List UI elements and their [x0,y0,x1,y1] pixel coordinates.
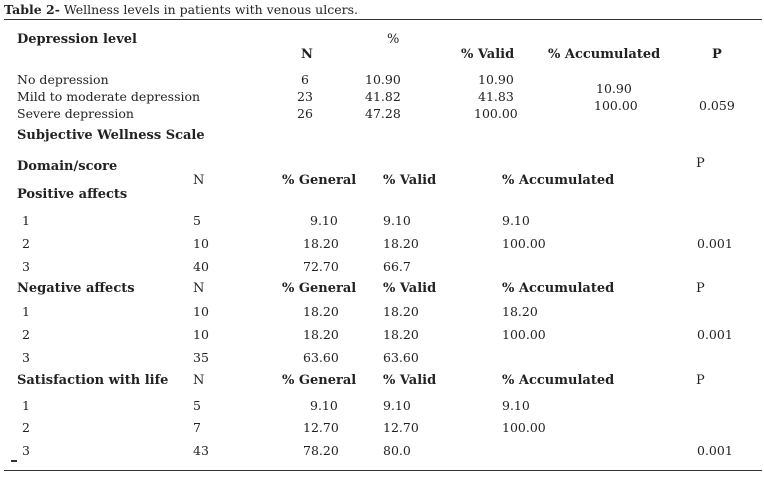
n-header: N [193,281,205,296]
n-header: N [193,373,205,388]
p-cell: 0.001 [697,327,733,342]
depression-row-valid: 41.83 [478,89,514,104]
valid-cell: 9.10 [383,213,411,228]
depression-row-n: 6 [301,72,309,87]
depression-row-pct: 10.90 [365,72,401,87]
n-cell: 40 [193,259,209,274]
depression-row-valid: 100.00 [474,106,518,121]
n-cell: 10 [193,304,209,319]
score-cell: 1 [22,398,30,413]
depression-row-label: No depression [17,72,109,87]
depression-row-pct: 47.28 [365,106,401,121]
general-cell: 63.60 [303,350,339,365]
general-cell: 18.20 [303,236,339,251]
accumulated-cell: 100.00 [502,327,546,342]
p-cell: 0.001 [697,236,733,251]
general-header: % General [282,173,357,188]
p-header: P [712,47,722,62]
valid-header: % Valid [383,281,437,296]
bottom-rule [4,470,762,471]
valid-cell: 66.7 [383,259,411,274]
accumulated-header: % Accumulated [502,173,615,188]
accumulated-header: % Accumulated [502,281,615,296]
valid-cell: 18.20 [383,304,419,319]
section-title-positive-affects: Positive affects [17,187,128,202]
accumulated-cell: 100.00 [502,420,546,435]
depression-row-n: 23 [297,89,313,104]
valid-cell: 12.70 [383,420,419,435]
general-cell: 72.70 [303,259,339,274]
score-cell: 1 [22,213,30,228]
general-cell: 78.20 [303,443,339,458]
valid-header: % Valid [383,173,437,188]
n-cell: 43 [193,443,209,458]
general-cell: 9.10 [310,213,338,228]
p-cell: 0.001 [697,443,733,458]
depression-row-valid: 10.90 [478,72,514,87]
valid-cell: 18.20 [383,327,419,342]
general-header: % General [282,373,357,388]
n-cell: 5 [193,398,201,413]
top-rule [4,19,762,20]
valid-cell: 18.20 [383,236,419,251]
score-cell: 3 [22,443,30,458]
accumulated-header: % Accumulated [502,373,615,388]
domain-score-header: Domain/score [17,159,118,174]
score-cell: 2 [22,420,30,435]
p-header: P [696,373,705,388]
n-cell: 10 [193,236,209,251]
general-cell: 9.10 [310,398,338,413]
caption-label: Table 2- [4,2,60,17]
valid-cell: 80.0 [383,443,411,458]
accumulated-cell: 100.00 [502,236,546,251]
accumulated-header: % Accumulated [548,47,661,62]
score-cell: 2 [22,236,30,251]
valid-header: % Valid [461,47,515,62]
scale-title: Subjective Wellness Scale [17,128,205,143]
p-header: P [696,156,705,171]
depression-row-label: Severe depression [17,106,134,121]
depression-accumulated-value: 10.90 [596,81,632,96]
accumulated-cell: 18.20 [502,304,538,319]
accumulated-cell: 9.10 [502,213,530,228]
valid-header: % Valid [383,373,437,388]
depression-row-n: 26 [297,106,313,121]
depression-p-value: 0.059 [699,98,735,113]
score-cell: 2 [22,327,30,342]
score-cell: 3 [22,259,30,274]
general-cell: 18.20 [303,304,339,319]
n-header: N [193,173,205,188]
n-cell: 5 [193,213,201,228]
section-title-satisfaction-with-life: Satisfaction with life [17,373,169,388]
table-caption [4,2,358,17]
valid-cell: 9.10 [383,398,411,413]
depression-level-header: Depression level [17,32,137,47]
section-title-negative-affects: Negative affects [17,281,135,296]
n-cell: 7 [193,420,201,435]
n-header: N [301,47,313,62]
general-cell: 18.20 [303,327,339,342]
score-cell: 1 [22,304,30,319]
score-cell: 3 [22,350,30,365]
depression-row-label: Mild to moderate depression [17,89,201,104]
depression-row-pct: 41.82 [365,89,401,104]
valid-cell: 63.60 [383,350,419,365]
depression-accumulated-value: 100.00 [594,98,638,113]
p-header: P [696,281,705,296]
general-cell: 12.70 [303,420,339,435]
n-cell: 35 [193,350,209,365]
general-header: % General [282,281,357,296]
percent-header: % [387,32,400,47]
caption-text: Wellness levels in patients with venous ulcers. [59,2,358,17]
n-cell: 10 [193,327,209,342]
footnote-mark [11,460,17,462]
accumulated-cell: 9.10 [502,398,530,413]
